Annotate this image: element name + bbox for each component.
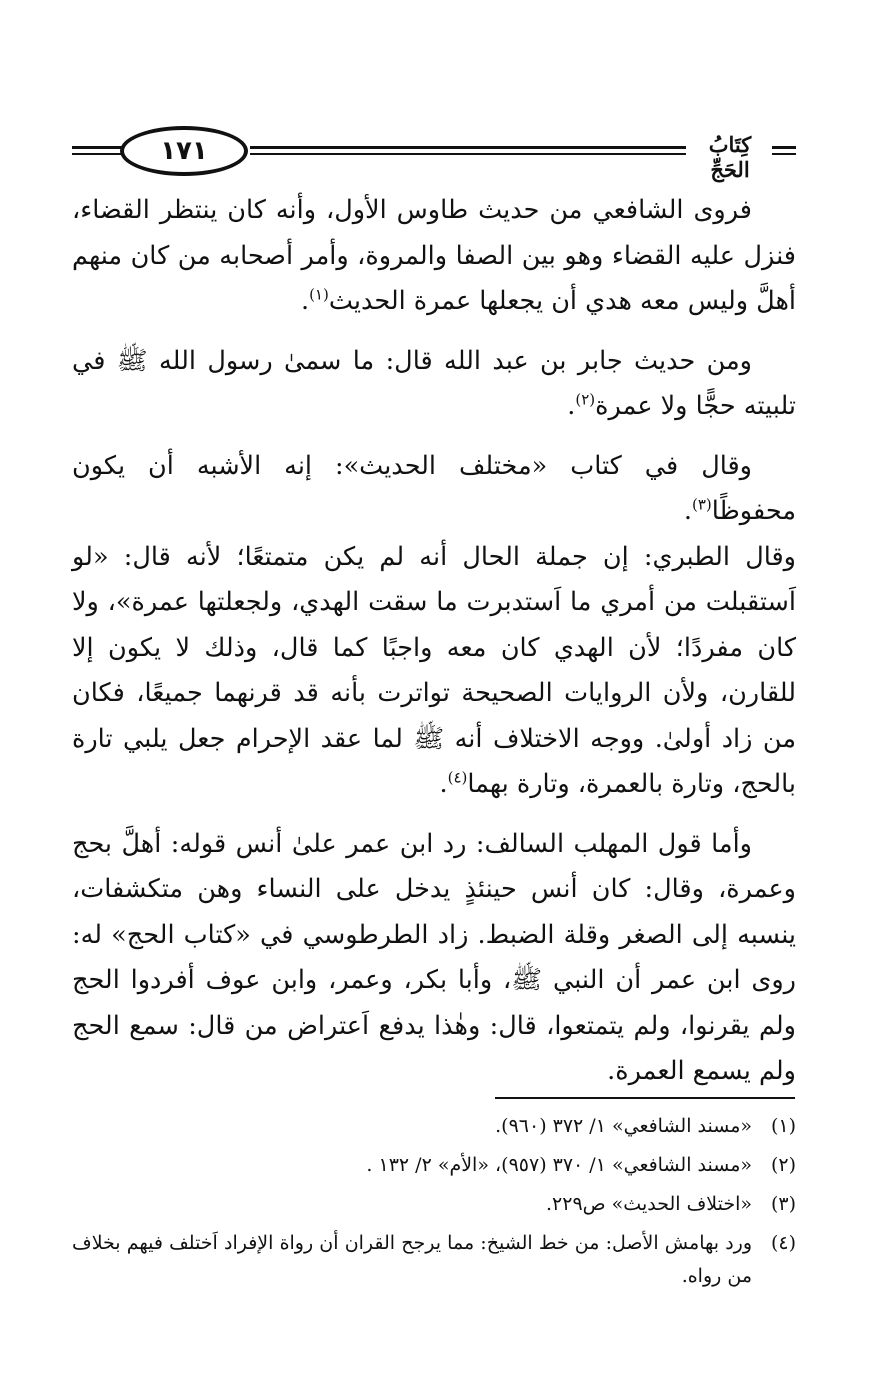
footnote-ref-3: (٣) (691, 495, 712, 514)
paragraph-end: . (567, 391, 576, 421)
footnote-4 (72, 1227, 796, 1293)
paragraph-3 (72, 444, 796, 808)
page-number-frame (120, 126, 248, 176)
paragraph-4 (72, 822, 796, 1095)
paragraph-text: فروى الشافعي من حديث طاوس الأول، وأنه كان ينتظر القضاء، فنزل عليه القضاء وهو بين الصفا والمروة، وأمر أصحابه من كان منهم أهلَّ وليس معه هدي أن يجعلها عمرة الحديث (72, 195, 796, 316)
paragraph-2 (72, 339, 796, 430)
footnote-separator (495, 1097, 795, 1099)
footnotes (72, 1110, 796, 1299)
paragraph-1 (72, 188, 796, 325)
paragraph-end: . (300, 286, 310, 316)
footnote-text: «اختلاف الحديث» ص٢٢٩. (545, 1193, 752, 1215)
main-text (72, 188, 796, 1109)
footnote-ref-4: (٤) (447, 768, 468, 787)
header-rule-right (772, 146, 796, 158)
footnote-number: (٤) (770, 1232, 796, 1254)
footnote-1 (72, 1110, 796, 1143)
running-title: كِتَابُ الحَجِّ (708, 132, 752, 182)
paragraph-continuation: وقال الطبري: إن جملة الحال أنه لم يكن متمتعًا؛ لأنه قال: «لو اَستقبلت من أمري ما اَستدبرت ما سقت الهدي، ولجعلتها عمرة»، ولا كان مفردًا؛ لأن الهدي كان معه واجبًا كما قال، وذلك لا يكون إلا للقارن، ولأن الروايات الصحيحة تواترت بأنه قد قرنهما جميعًا، فكان من زاد أولىٰ. ووجه الاختلاف أنه ﷺ لما عقد الإحرام جعل يلبي تارة بالحج، وتارة بالعمرة، وتارة بهما (72, 541, 796, 799)
paragraph-text: وقال في كتاب «مختلف الحديث»: إنه الأشبه أن يكون محفوظًا (72, 450, 796, 526)
footnote-2 (72, 1149, 796, 1182)
footnote-ref-2: (٢) (575, 390, 596, 409)
footnote-number: (٣) (770, 1193, 796, 1215)
footnote-text: «مسند الشافعي» ١/ ٣٧٢ (٩٦٠). (495, 1115, 752, 1137)
footnote-3 (72, 1188, 796, 1221)
paragraph-text: وأما قول المهلب السالف: رد ابن عمر علىٰ أنس قوله: أهلَّ بحج وعمرة، وقال: كان أنس حينئذٍ يدخل على النساء وهن متكشفات، ينسبه إلى الصغر وقلة الضبط. زاد الطرطوسي في «كتاب الحج» له: روى ابن عمر أن النبي ﷺ، وأبا بكر، وعمر، وابن عوف أفردوا الحج ولم يقرنوا، ولم يتمتعوا، قال: وهٰذا يدفع اَعتراض من قال: سمع الحج ولم يسمع العمرة. (72, 828, 796, 1086)
page-number: ١٧١ (160, 136, 208, 166)
paragraph-text: ومن حديث جابر بن عبد الله قال: ما سمىٰ رسول الله ﷺ في تلبيته حجًّا ولا عمرة (72, 345, 796, 421)
footnote-text: «مسند الشافعي» ١/ ٣٧٠ (٩٥٧)، «الأم» ٢/ ١٣٢ . (366, 1154, 752, 1176)
footnote-number: (١) (770, 1115, 796, 1137)
header-rule-middle (250, 146, 686, 158)
paragraph-end: . (683, 496, 692, 526)
footnote-text: ورد بهامش الأصل: من خط الشيخ: مما يرجح القران أن رواة الإفراد اَختلف فيهم بخلاف من رواه. (72, 1232, 752, 1287)
page-header (72, 122, 796, 182)
paragraph-end: . (439, 769, 448, 799)
footnote-ref-1: (١) (309, 285, 329, 304)
footnote-number: (٢) (770, 1154, 796, 1176)
